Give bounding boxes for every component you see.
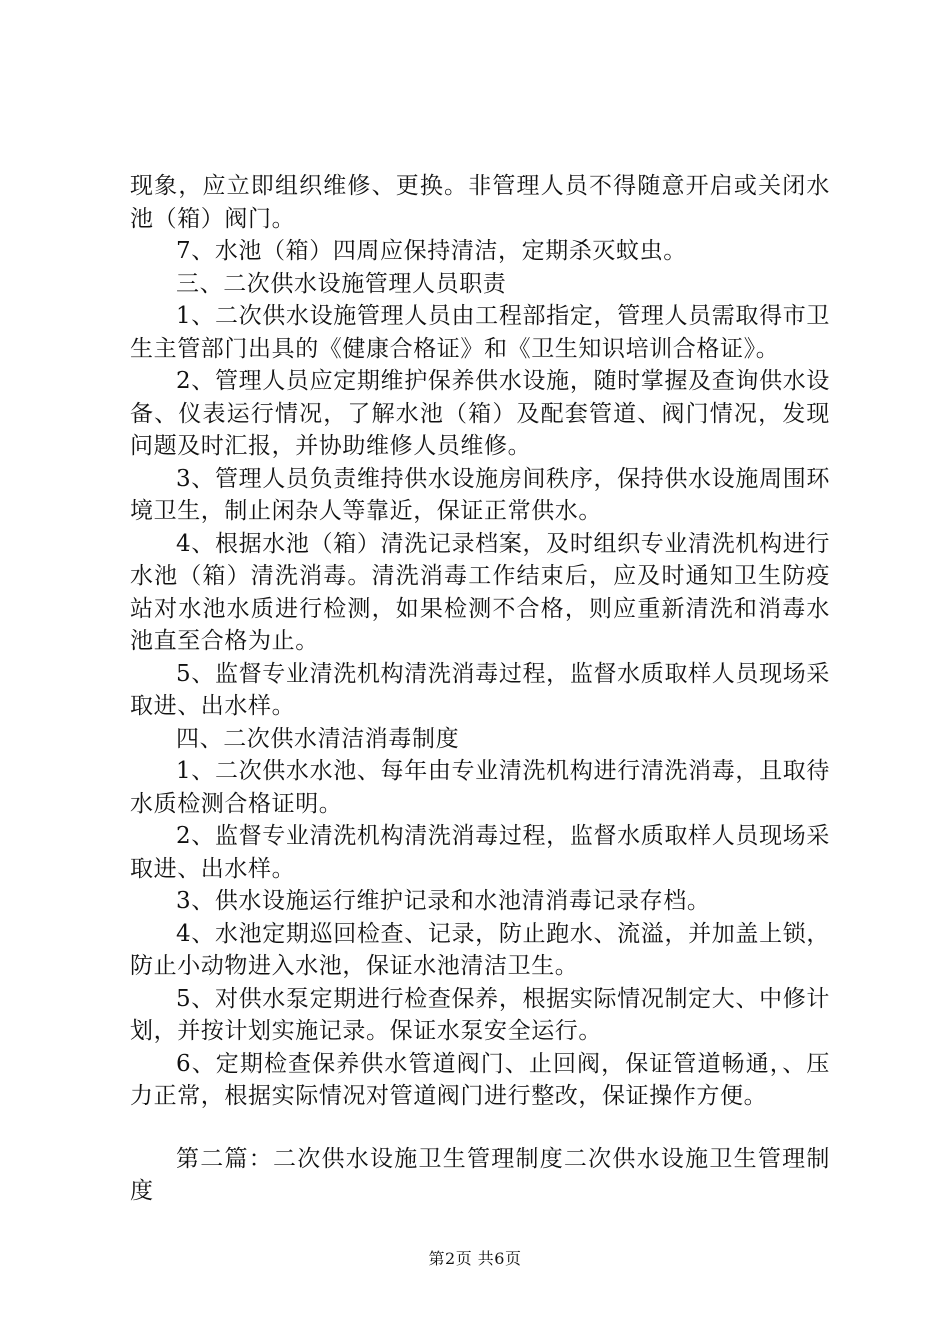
paragraph-item-3-1: 1、二次供水设施管理人员由工程部指定，管理人员需取得市卫生主管部门出具的《健康合格证》和《卫生知识培训合格证》。: [130, 303, 830, 362]
paragraph-item-4-3: 3、供水设施运行维护记录和水池清消毒记录存档。: [176, 888, 711, 914]
paragraph-spacer: [130, 1113, 830, 1143]
section-heading-4: 四、二次供水清洁消毒制度: [176, 725, 460, 752]
part-two-heading: 第二篇：二次供水设施卫生管理制度二次供水设施卫生管理制度: [130, 1145, 830, 1204]
paragraph-item-4-6: 6、定期检查保养供水管道阀门、止回阀，保证管道畅通，、压力正常，根据实际情况对管道阀门进行整改，保证操作方便。: [130, 1050, 830, 1109]
paragraph-item-3-2: 2、管理人员应定期维护保养供水设施，随时掌握及查询供水设备、仪表运行情况，了解水池（箱）及配套管道、阀门情况，发现问题及时汇报，并协助维修人员维修。: [130, 368, 830, 459]
section-heading-3: 三、二次供水设施管理人员职责: [176, 270, 507, 297]
paragraph-item-3-3: 3、管理人员负责维持供水设施房间秩序，保持供水设施周围环境卫生，制止闲杂人等靠近，保证正常供水。: [130, 465, 830, 524]
paragraph-item-7: 7、水池（箱）四周应保持清洁，定期杀灭蚊虫。: [176, 238, 687, 264]
paragraph-item-4-1: 1、二次供水水池、每年由专业清洗机构进行清洗消毒，且取待水质检测合格证明。: [130, 758, 830, 817]
paragraph-item-4-2: 2、监督专业清洗机构清洗消毒过程，监督水质取样人员现场采取进、出水样。: [130, 823, 830, 882]
paragraph-item-4-4: 4、水池定期巡回检查、记录，防止跑水、流溢，并加盖上锁，防止小动物进入水池，保证水池清洁卫生。: [130, 920, 830, 979]
paragraph-item-3-4: 4、根据水池（箱）清洗记录档案，及时组织专业清洗机构进行水池（箱）清洗消毒。清洗消毒工作结束后，应及时通知卫生防疫站对水池水质进行检测，如果检测不合格，则应重新清洗和消毒水池直至合格为止。: [130, 530, 830, 654]
document-body: [130, 170, 830, 1208]
paragraph-item-4-5: 5、对供水泵定期进行检查保养，根据实际情况制定大、中修计划，并按计划实施记录。保证水泵安全运行。: [130, 985, 830, 1044]
paragraph-continuation: 现象，应立即组织维修、更换。非管理人员不得随意开启或关闭水池（箱）阀门。: [130, 173, 830, 232]
paragraph-item-3-5: 5、监督专业清洗机构清洗消毒过程，监督水质取样人员现场采取进、出水样。: [130, 660, 830, 719]
page-number-footer: 第2页 共6页: [428, 1249, 522, 1268]
